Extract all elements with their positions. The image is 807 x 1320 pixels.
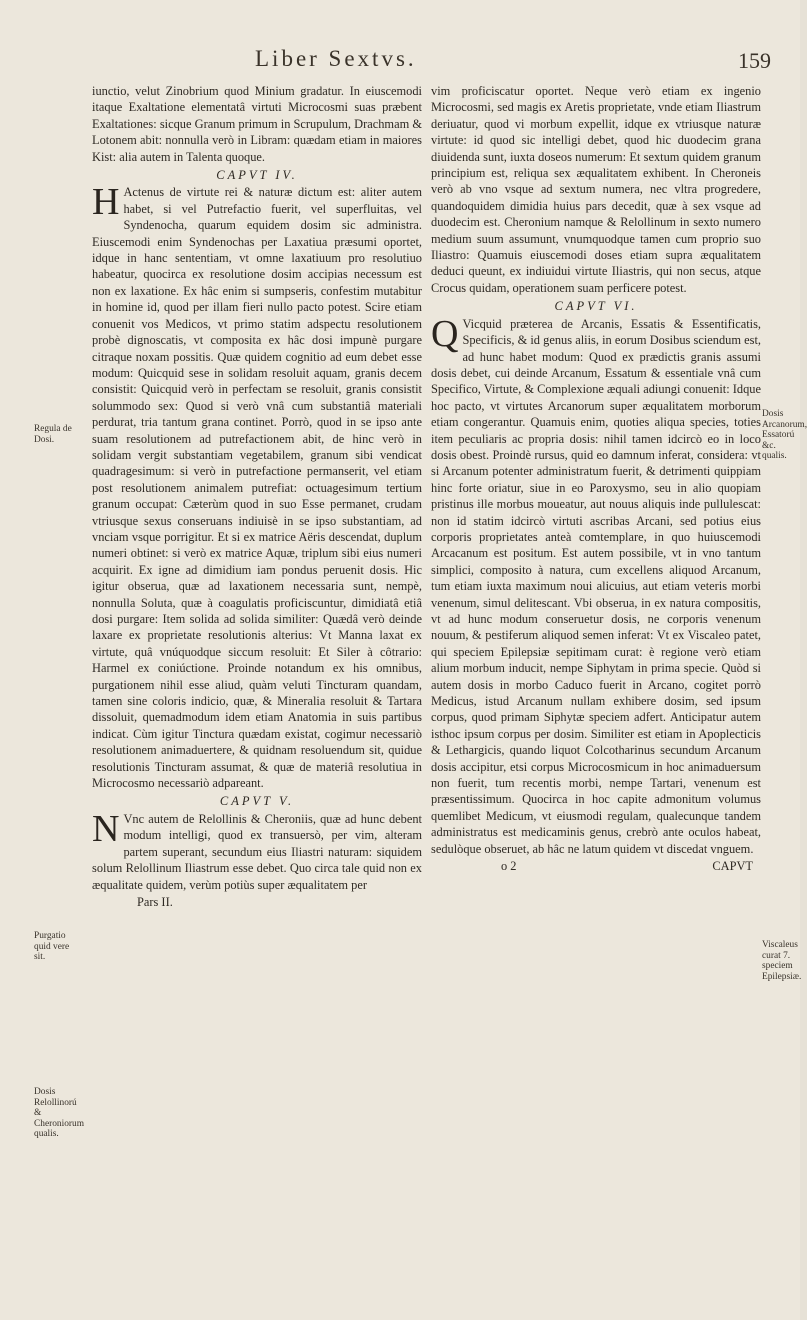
page-header bbox=[0, 46, 800, 82]
left-bottom-line bbox=[92, 894, 422, 910]
running-title: Liber Sextvs. bbox=[255, 46, 417, 71]
margin-note-viscaleus: Viscaleus curat 7. speciem Epilepsiæ. bbox=[762, 940, 802, 982]
left-paragraph-3 bbox=[92, 807, 422, 893]
margin-note-regula: Regula de Dosi. bbox=[34, 424, 72, 445]
catchword: CAPVT bbox=[712, 859, 753, 874]
chapter-heading-4: CAPVT IV. bbox=[216, 168, 298, 183]
margin-note-dosis-arcanorum: Dosis Arcanorum, Essatorú &c. qualis. bbox=[762, 409, 807, 462]
left-paragraph-2-text: Actenus de virtute rei & naturæ dictum est: aliter autem habet, si vel Putrefactio fuerit, vel superfluitas, vel Syndenocha, quarum equidem dosim sic administra. Eiuscemodi enim Syndenochas per Laxatiua præsumi oportet, idque in hanc sententiam, vt omne laxatiuum pro resolutiuo habeatur, quocirca ex resolutione dosim accipias necessum est non ex laxatione. Ex hâc enim si sumpseris, confestim mutabitur in homine id, quod per illam fieri nullo pacto potest. Scire etiam conuenit vos Medicos, vt primo statim adspectu resolutionem probè dignoscatis, vt composita ex hâc dosi impunè purgare citraque noxam possitis. Quæ quidem cognitio ad eum debet esse modum: Quicquid sese in solidam resoluit aquam, granis decem consistit: Quicquid verò in perfectam se resoluit, granis consistit solummodo sex: Quod si verò vnâ cum substantiâ materiali perdurat, tria tantum grana continet. Porrò, quod in se ipso ante suam resolutionem ad putrefactionem abit, de hinc verò in solidam vergit substantiam vegetabilem, granum sibi vendicat quadragesimum: si verò in putrefactione permanserit, vel etiam post resolutionem animalem putrefiat: octuagesimum tertium granum occupat: Cæterùm quod in suo Esse permanet, crudam vtriusque sexus conseruans indiuisè in se ipso substantiam, ad vnciam vsque porrigitur. Et si ex matrice Aëris descendat, duplum numeri obtinet: si verò ex matrice Aquæ, triplum sibi eius numeri acquirit. Ex igne ad dimidium iam pondus peruenit dosis. Hic igitur obserua, quæ ad laxationem necessaria sunt, nempè, nonnulla Soluta, quæ à coagulatis proficiscuntur, dimidiatâ etiâ dosi purgare: Item solida ad solida similiter: Quædâ verò deinde laxare ex proprietate resolutionis alterius: Vt Manna laxat ex virtute, quâ vnúquodque siccum resoluit: Et Siler à côtrario: Harmel ex coniúctione. Proinde notandum ex his omnibus, purgationem nihil esse aliud, quàm veluti Tincturam quandam, tamen sine coloris indicio, quæ, & Mineralia resoluit & Tartara dissoluit, quemadmodum idem etiam Anatomia in suis partibus indicat. Cùm igitur Tinctura quædam existat, cogimur necessariò resolutionem animaduertere, & quidnam resoluendum sit, quidue resolutionis Tincturam assumat, & quæ de materiâ resolutiua in Microcosmo necessariò adpareant. bbox=[92, 185, 422, 791]
left-paragraph-3-text: Vnc autem de Relollinis & Cheroniis, quæ ad hunc debent modum intelligi, quod ex transuersò, per vim, alteram partem superant, secundum eius Iliastri naturam: siquidem solum Relollinum Iliastrum esse debet. Quo circa tale quid non ex æqualitate quidem, verùm potiùs super æqualitatem per bbox=[92, 811, 422, 892]
signature-mark: Pars II. bbox=[137, 894, 173, 909]
left-paragraph-1: iunctio, velut Zinobrium quod Minium gradatur. In eiuscemodi itaque Exaltatione elementatâ virtuti Microcosmi suas præbent Exaltationes: sicque Granum primum in Scrupulum, Drachmam & Lotonem abit: nonnulla verò in Libram: quædam etiam in maiores Kist: alia autem in Talenta quoque. bbox=[92, 84, 422, 164]
drop-cap-h: H bbox=[92, 181, 120, 224]
right-column bbox=[431, 83, 761, 875]
signature-o2: o 2 bbox=[501, 859, 517, 874]
drop-cap-n: N bbox=[92, 807, 120, 850]
chapter-heading-6: CAPVT VI. bbox=[554, 299, 638, 314]
right-bottom-line bbox=[431, 858, 761, 874]
right-paragraph-2-text: Vicquid præterea de Arcanis, Essatis & Essentificatis, Specificis, & id genus aliis, in eorum Dosibus sciendum est, ad hunc habet modum: Quod ex prædictis granis assumi dosis debet, cui deinde Arcanum, Essatum & essentiale vnâ cum Specifico, Virtute, & Complexione æquali adiungi conuenit: Idque hoc pacto, vt virtutes Arcanorum super æqualitatem morborum etiam congerantur. Quamuis enim, quoties aliqua species, toties item peculiaris ac propria dosis: nihil tamen idcircò eo in loco dosis obest. Proindè rursus, quid eo damnum inferat, considera: vt si Arcanum potenter administratum fuerit, & detrimenti quippiam hinc forte oriatur, siue in eo Paroxysmo, seu in alio quopiam pristinus ille morbus moueatur, aut nouus aliquis inde pullulescat: non id statim idcircò virtuti ascribas Arcani, sed potius eius corporis proprietates anteà comtemplare, in quo huiuscemodi Arcacanum est positum. Est autem possibile, vt in vno tantum simplici, composito à natura, cum excellens aliquod Arcanum, tum etiam iuxta maximum noui alicuius, aut etiam veteris morbi venenum, simul delitescant. Vbi obserua, in ex natura compositis, vt ad hunc modum conseruetur dosis, ne corporis venenum nouum, & pestiferum aliquod semen inferat: Vt ex Viscaleo patet, qui speciem Epilepsiæ sepitimam curat: è regione verò etiam alium morbum inducit, nempe Siphytam in prima specie. Quòd si autem dosis in morbo Caduco fuerit in Arcano, cogitet porrò Medicus, istud Arcanum nullam exhibere dosim, sed ipsum corpus, quod primam Siphytæ speciem adfert. Anticipatur autem isthoc ipsum corpus per dosim. Similiter est etiam in Apoplecticis & Lethargicis, quando liquot Colcotharinus secundum Arcanum dosis accipitur, etsi corpus Microcosmicum in hoc animaduersum non fuerit, tum recentis morbi, nempe Tartari, venenum est præsentissimum. Quocirca in hoc capite admonitum volumus quemlibet Medicum, vt eiusmodi regulam, qualecunque tandem administratus est medicaminis genus, crebrò ante oculos habeat, sedulòque obseruet, ab hâc ne latum quidem vt discedat vnguem. bbox=[431, 316, 761, 856]
margin-note-purgatio: Purgatio quid vere sit. bbox=[34, 931, 70, 963]
page-number: 159 bbox=[738, 48, 771, 73]
right-paragraph-1: vim proficiscatur oportet. Neque verò etiam ex ingenio Microcosmi, sed magis ex Aretis proprietate, vnde etiam Iliastrum deriuatur, quod vi morbum expellit, idque ex vtriusque naturæ virtute: id quod sic intelligi debet, quod hic duodecim grana diuidenda sunt, iuxta doseos numerum: Et sextum quidem granum principium est, reliqua sex æqualitatem exhibent. In Cheroneis verò ab vno vsque ad sextum numera, nec vltra progredere, quandoquidem dimidia huius pars decedit, quæ à sex vsque ad duodecim est. Cheronium namque & Relollinum in sexto numero medium suum assumunt, vnumquodque tamen cum proprio suo Iliastro: Quamuis eiuscemodi doses etiam supra æqualitatem deduci queunt, ex indiuidui virtute Iliastris, qui non secus, atque Crocus quidam, operationem suam perficere potest. bbox=[431, 84, 761, 295]
chapter-heading-5: CAPVT V. bbox=[219, 794, 295, 809]
right-paragraph-2 bbox=[431, 312, 761, 857]
left-paragraph-2 bbox=[92, 181, 422, 791]
margin-note-dosis-relollinorum: Dosis Relollinorú & Cheroniorum qualis. bbox=[34, 1087, 84, 1140]
drop-cap-q: Q bbox=[431, 312, 459, 355]
left-column bbox=[92, 83, 422, 910]
